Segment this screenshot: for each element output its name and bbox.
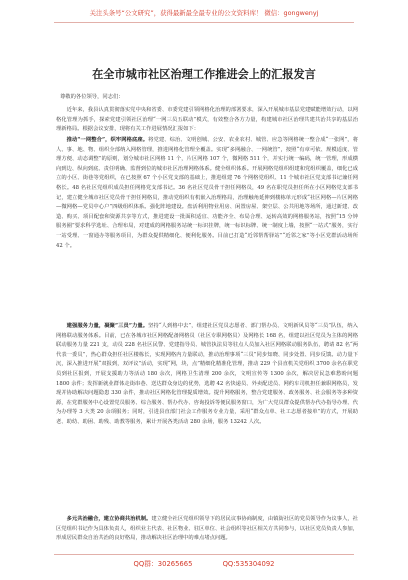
- section-network: [56, 136, 358, 251]
- footer: [0, 558, 408, 570]
- paragraph-lead: 建强服务力量，凝聚“三员”力量。: [66, 323, 149, 329]
- paragraph-text: 将党建、综治、文明创城、公安、农业农村、城管、应急等网格统一整合成“一张网”，将人、事、地、物、组织全部纳入网格管理，推进网格化管理全覆盖。实现“多网融合、一网统管”，按照“有章可依、规模适度、管理方便、动态调整”的原则，划分城市社区网格 11 个，片区网格 107 个，微网格 511 个，并实行统一编码，统一管理，形成横向到边、纵向到底、责任明确、监督到位的城市社区治理网格体系。健全组织体系。开展网格党组织组建和党组织覆盖，细化已成立的小区、街巷等党组织，在已按照 67 个小区党支部的基础上，推进组建 76 个网格党组织、11 个城市社区党支部书记兼任网格长。48 名社区党组织成员担任网格党支部书记。36 名社区党员骨干担任网格员，49 名在职党员担任所在小区网格党支部书记，建立健全城市社区党员骨干担任网格员，推动党组织有机嵌入治理格局，治理触角延伸到楼栋单元形成“社区网格—片区网格—微网格—党员中心户”四级组织体系。强化阵地建设。盘活利用物业用房、闲置房屋、架空层、公共用地等场所，通过新建、改造、购买、项目配套和资源共享等方式，推进建设一批面积适宜、功能齐全、布局合理、运转高效的网格服务站，按照“15 分钟服务圈”要求科学选址、合理布局，对建成的网格服务站统一标识挂牌，统一标识标牌、统一制度上墙，按照“一站式”服务，实行一站受理、一窗通办等服务项目，为群众提供精细化、便利化服务。目前已打造“近邻帮帮驿站”“近邻之家”等小区党群活动场所 42 个。: [56, 137, 358, 249]
- intro-section: [56, 106, 358, 135]
- header-divider: [54, 22, 354, 23]
- paragraph: [56, 515, 358, 544]
- paragraph-lead: 推动“一网整合”，织牢网格底座。: [66, 137, 149, 143]
- footer-divider: [54, 554, 354, 555]
- qq-group-text: QQ群：30265665: [133, 560, 193, 568]
- document-title: 在全市城市社区治理工作推进会上的汇报发言: [92, 67, 316, 81]
- paragraph-text: 近年来，我县认真贯彻落实党中央和省委、市委党建引领网格化治理的部署要求，深入开展城市基层党建赋能增效行动，以网格化管理为抓手，探索党建引领社区治理“一网三员五联动”模式，有效整合各方力量，构建城市社区治理共建共治共享的基层治理新格局。根据会议安排，现将有关工作进展情况汇报如下：: [56, 107, 358, 133]
- paragraph: [56, 136, 358, 251]
- section-service: [56, 322, 358, 428]
- section-cogovernance: [56, 515, 358, 544]
- qq-text: QQ:535304092: [222, 560, 275, 568]
- paragraph-text: 坚持“人到格中去”，组建社区党员志愿者、部门帮办员、文明新风员等“三员”队伍，纳入网格联动服务体系。目前，已在各城市社区网格配备网格员（社区专职网格员）及网格长 168 名，组建以社区党员为主体的网格联动服务力量 221 支，动员 228 名社区民警、党建指导员、城管执法员等驻点人员加入社区网格联动服务队伍，聘请 82 名“两代表一委员”，热心群众担任社区楼栋长，实现网格内力量联动，推动治理事项“三员”同步知晓、同步处置、同步反馈。动力量下沉，深入推进开展“双报到，双评议”活动，实现“网，块，点”精细化精准化管理，推动 229 个县直机关党组织 3700 余名在职党员到社区报到，开展支援助力等活动 180 余次，网格卫生清理 200 余次，文明宣传等 1300 余次，解决居民急难愁盼问题 1800 余件；发挥新就业群体走街串巷、送达群众身边的优势，选聘 42 名快递员、外卖配送员、网约车司机担任兼职网格员，发现并协助解决问题隐患 330 余件，推动社区网格化管理提质增效。提升网格服务，整合党建服务、政务服务、社会服务等多种资源，在党群服务中心设置党员服务、综合服务、帮办代办、咨询投诉等便民服务窗口，为广大党员群众提供帮办代办指导办理、代为办理等 3 大类 20 余项服务；同时，引进县直部门社会工作服务专业力量，采用“群众点单、社工志愿者接单”的方式，开展助老、助幼、助困、助残、助教等服务，累计开展各类活动 280 余场，服务 13242 人次。: [56, 323, 358, 425]
- salutation: 尊敬的各位领导，同志们：: [60, 94, 124, 100]
- paragraph: [56, 322, 358, 428]
- paragraph-lead: 多元共治融合，建立协商共治机制。: [66, 516, 152, 522]
- promo-banner: 关注头条号“公文研究”，获得最新最全最专业的公文资料库！ 微信：gongwenyj: [89, 9, 319, 17]
- paragraph-text: 建立健全社区党组织领导下的居民议事协商制度，由镇街社区的党员领导作为议事人，社区党组织书记作为具体负责人，组织业主代表、社区物业、驻区单位、社会组织等社区相关方共同参与，以社区党员负责人参加，形成居民群众自治共治的良好格局，推动解决社区治理中的难点堵点问题。: [56, 516, 358, 542]
- paragraph: [56, 106, 358, 135]
